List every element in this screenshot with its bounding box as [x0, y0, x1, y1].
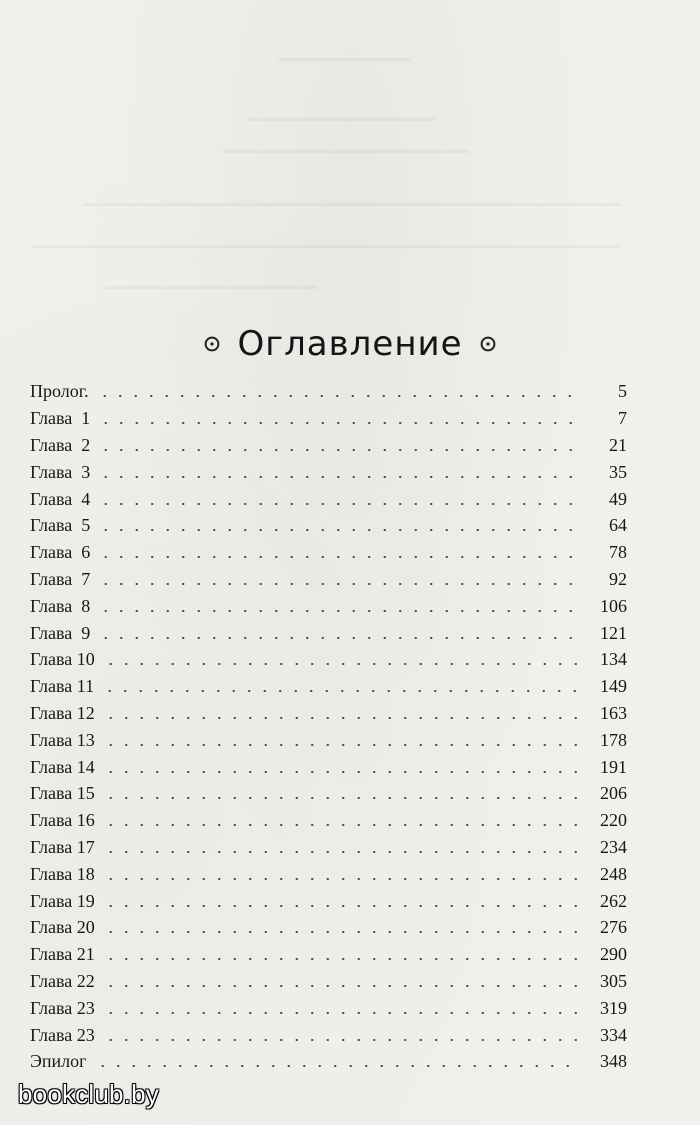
toc-entry-page: 21	[609, 434, 627, 455]
toc-entry-leader	[103, 733, 579, 747]
toc-entry-leader	[98, 599, 579, 613]
bleed-through-line	[278, 58, 410, 61]
toc-entry	[30, 780, 627, 807]
ornament-left-icon	[203, 335, 221, 353]
toc-entry-label: Глава 21	[30, 944, 95, 965]
toc-entry-page: 220	[600, 810, 627, 831]
toc-entry-page: 248	[600, 863, 627, 884]
toc-entry-leader	[98, 518, 579, 532]
toc-entry-page: 319	[600, 997, 627, 1018]
toc-entry-page: 7	[618, 408, 627, 429]
toc-entry	[30, 807, 627, 834]
bleed-through-line	[82, 203, 622, 206]
toc-entry	[30, 458, 627, 485]
toc-entry-label: Глава 10	[30, 649, 95, 670]
toc-entry	[30, 834, 627, 861]
toc-entry	[30, 753, 627, 780]
toc-entry-page: 191	[600, 756, 627, 777]
toc-entry-page: 64	[609, 515, 627, 536]
toc-entry-label: Глава 20	[30, 917, 95, 938]
toc-entry-leader	[98, 411, 579, 425]
toc-entry-page: 121	[600, 622, 627, 643]
toc-entry-label: Пролог.	[30, 381, 89, 402]
toc-entry-leader	[98, 492, 579, 506]
toc-entry-leader	[103, 920, 579, 934]
toc-entry-leader	[103, 813, 579, 827]
toc-entry-label: Глава 13	[30, 729, 95, 750]
toc-entry-leader	[103, 1001, 579, 1015]
toc-entry-label: Глава 15	[30, 783, 95, 804]
toc-entry	[30, 592, 627, 619]
toc-entry	[30, 673, 627, 700]
toc-entry	[30, 1048, 627, 1075]
toc-entry	[30, 432, 627, 459]
toc-entry-leader	[103, 706, 579, 720]
toc-entry-page: 92	[609, 568, 627, 589]
toc-title: Оглавление	[237, 324, 463, 364]
toc-entry-page: 234	[600, 836, 627, 857]
toc-entry-page: 262	[600, 890, 627, 911]
toc-entry-label: Глава 9	[30, 622, 91, 643]
toc-header	[0, 322, 700, 366]
toc-entry	[30, 968, 627, 995]
toc-entry-page: 5	[618, 381, 627, 402]
toc-entry-label: Глава 8	[30, 595, 91, 616]
bleed-through-line	[32, 245, 622, 248]
toc-entry-page: 348	[600, 1051, 627, 1072]
toc-entry-page: 134	[600, 649, 627, 670]
toc-entry	[30, 700, 627, 727]
toc-entry-leader	[98, 626, 579, 640]
toc-entry	[30, 566, 627, 593]
toc-entry-leader	[103, 840, 579, 854]
toc-entry-leader	[98, 465, 579, 479]
toc-entry	[30, 914, 627, 941]
toc-entry-label: Глава 22	[30, 970, 95, 991]
toc-entry-leader	[103, 652, 579, 666]
toc-entry-leader	[103, 1028, 579, 1042]
toc-entry	[30, 726, 627, 753]
toc-entry-leader	[103, 760, 579, 774]
toc-entry-label: Глава 1	[30, 408, 91, 429]
toc-entry-page: 49	[609, 488, 627, 509]
toc-entry-page: 334	[600, 1024, 627, 1045]
toc-entry	[30, 619, 627, 646]
bleed-through-line	[104, 286, 318, 289]
bleed-through-line	[246, 118, 436, 121]
toc-entry-leader	[103, 974, 579, 988]
toc-entry-page: 206	[600, 783, 627, 804]
toc-entry-label: Эпилог	[30, 1051, 87, 1072]
ornament-right-icon	[479, 335, 497, 353]
toc-entry	[30, 405, 627, 432]
toc-entry	[30, 887, 627, 914]
toc-entry-page: 149	[600, 676, 627, 697]
toc-entry-leader	[98, 572, 579, 586]
toc-entry-leader	[103, 947, 579, 961]
toc-entry-label: Глава 5	[30, 515, 91, 536]
toc-entry-label: Глава 12	[30, 702, 95, 723]
toc-entry-leader	[95, 1054, 579, 1068]
toc-entry-leader	[97, 384, 579, 398]
toc-entry-label: Глава 19	[30, 890, 95, 911]
toc-entry-label: Глава 6	[30, 542, 91, 563]
toc-entry-leader	[102, 679, 579, 693]
toc-entry	[30, 485, 627, 512]
toc-entry-page: 276	[600, 917, 627, 938]
toc-entry-page: 305	[600, 970, 627, 991]
toc-entry-leader	[98, 438, 579, 452]
toc-entry	[30, 539, 627, 566]
toc-entry-label: Глава 2	[30, 434, 91, 455]
toc-entry-page: 178	[600, 729, 627, 750]
toc-entry-label: Глава 11	[30, 676, 95, 697]
toc-entry-label: Глава 17	[30, 836, 95, 857]
bleed-through-line	[222, 150, 470, 153]
toc-entry-label: Глава 7	[30, 568, 91, 589]
toc-entry-label: Глава 16	[30, 810, 95, 831]
toc-entry-leader	[98, 545, 579, 559]
toc-entry	[30, 994, 627, 1021]
toc-entry-label: Глава 18	[30, 863, 95, 884]
toc-entry-label: Глава 23	[30, 997, 95, 1018]
toc-entry-leader	[103, 894, 579, 908]
toc-entry-page: 290	[600, 944, 627, 965]
toc-entry-label: Глава 3	[30, 461, 91, 482]
toc-entry	[30, 646, 627, 673]
toc-entry-page: 163	[600, 702, 627, 723]
toc-entry-label: Глава 4	[30, 488, 91, 509]
toc-entry	[30, 1021, 627, 1048]
site-watermark: bookclub.by	[18, 1079, 159, 1109]
toc-entry-page: 35	[609, 461, 627, 482]
toc-entry-label: Глава 23	[30, 1024, 95, 1045]
toc-entry	[30, 378, 627, 405]
toc-entry-label: Глава 14	[30, 756, 95, 777]
toc-entry-page: 106	[600, 595, 627, 616]
toc-entry-leader	[103, 867, 579, 881]
toc-entry-leader	[103, 786, 579, 800]
toc-entry	[30, 941, 627, 968]
toc-entry-page: 78	[609, 542, 627, 563]
toc-entry	[30, 512, 627, 539]
toc-entry	[30, 860, 627, 887]
table-of-contents	[30, 378, 627, 1075]
